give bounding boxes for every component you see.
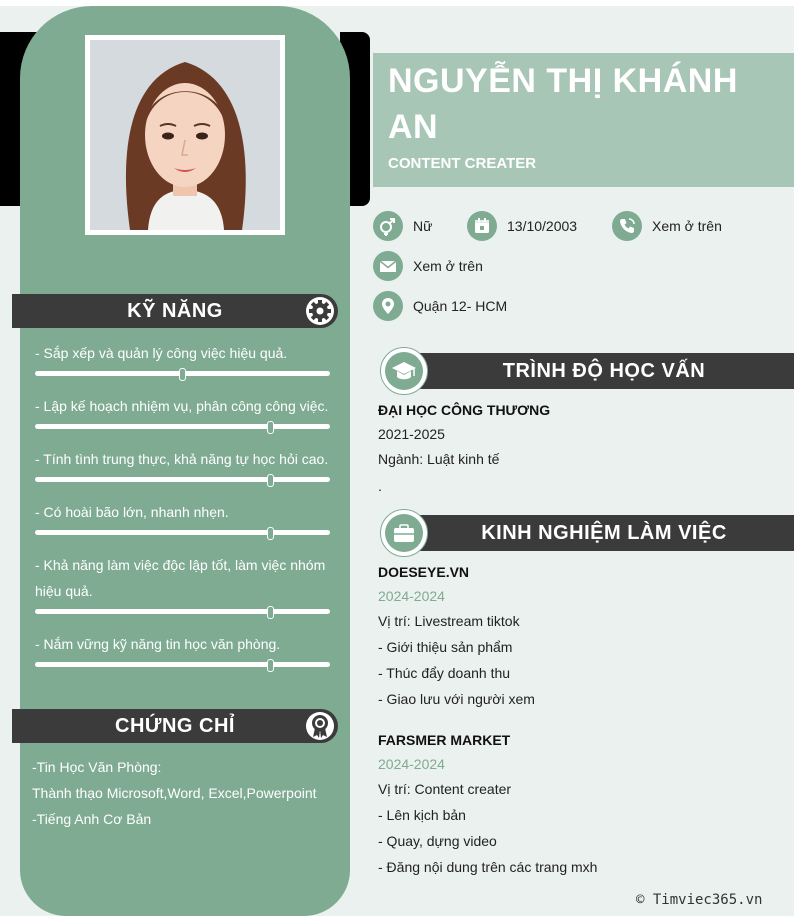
job-position: Vị trí: Livestream tiktok: [378, 613, 520, 629]
graduation-cap-icon: [380, 347, 428, 395]
location-pin-icon: [373, 291, 403, 321]
skill-bar: [35, 662, 330, 667]
phone-icon: [612, 211, 642, 241]
skill-bar: [35, 477, 330, 482]
job-task: - Thúc đẩy doanh thu: [378, 665, 511, 681]
full-name: NGUYỄN THỊ KHÁNH AN: [388, 62, 738, 146]
education-note: .: [378, 478, 382, 494]
gender-icon: [373, 211, 403, 241]
portrait-image: [90, 40, 280, 230]
certificates-heading-text: CHỨNG CHỈ: [115, 715, 235, 737]
certificate-line: -Tin Học Văn Phòng:: [32, 759, 162, 775]
job-title: CONTENT CREATER: [388, 155, 537, 172]
certificate-line: -Tiếng Anh Cơ Bản: [32, 811, 152, 827]
award-icon: [306, 712, 334, 740]
skill-item: - Nắm vững kỹ năng tin học văn phòng.: [35, 636, 281, 652]
education-years: 2021-2025: [378, 426, 445, 442]
skills-heading-text: KỸ NĂNG: [127, 300, 223, 322]
skill-item: - Có hoài bão lớn, nhanh nhẹn.: [35, 504, 229, 520]
birthday-value: 13/10/2003: [507, 218, 578, 234]
job-position: Vị trí: Content creater: [378, 781, 512, 797]
certificates-heading: [12, 709, 338, 743]
job-period: 2024-2024: [378, 588, 445, 604]
calendar-icon: [467, 211, 497, 241]
job-company: FARSMER MARKET: [378, 732, 511, 748]
skill-item: - Tính tình trung thực, khả năng tự học hỏi cao.: [35, 451, 329, 467]
skill-item: - Lập kế hoạch nhiệm vụ, phân công công việc.: [35, 398, 329, 414]
job-task: - Giới thiệu sản phẩm: [378, 639, 513, 655]
job-company: DOESEYE.VN: [378, 564, 470, 580]
skill-bar-knob: [267, 606, 274, 619]
job-period: 2024-2024: [378, 756, 445, 772]
footer-watermark: © Timviec365.vn: [636, 892, 763, 908]
education-heading: [380, 347, 794, 395]
job-task: - Quay, dựng video: [378, 833, 497, 849]
phone-value: Xem ở trên: [652, 218, 722, 234]
skill-bar-knob: [267, 421, 274, 434]
experience-heading-text: KINH NGHIỆM LÀM VIỆC: [481, 522, 727, 544]
job-task: - Giao lưu với người xem: [378, 691, 535, 707]
skill-bar-knob: [179, 368, 186, 381]
email-value: Xem ở trên: [413, 258, 483, 274]
gear-icon: [306, 297, 334, 325]
experience-heading: [380, 509, 794, 557]
education-heading-text: TRÌNH ĐỘ HỌC VẤN: [502, 360, 706, 382]
email-icon: [373, 251, 403, 281]
skill-item: - Khả năng làm việc độc lập tốt, làm việc nhóm hiệu quả.: [35, 557, 326, 599]
briefcase-icon: [380, 509, 428, 557]
skill-bar: [35, 371, 330, 376]
profile-photo: [90, 40, 280, 230]
gender-value: Nữ: [413, 218, 433, 234]
skill-bar-knob: [267, 474, 274, 487]
skills-heading: [12, 294, 338, 328]
education-major: Ngành: Luật kinh tế: [378, 451, 500, 467]
address-value: Quận 12- HCM: [413, 298, 508, 314]
job-task: - Lên kịch bản: [378, 807, 466, 823]
skill-bar: [35, 609, 330, 614]
school-name: ĐẠI HỌC CÔNG THƯƠNG: [378, 402, 551, 418]
job-task: - Đăng nội dung trên các trang mxh: [378, 859, 598, 875]
profile-photo-frame: [85, 35, 285, 235]
skill-item: - Sắp xếp và quản lý công việc hiệu quả.: [35, 345, 288, 361]
skill-bar-knob: [267, 659, 274, 672]
skill-bar-knob: [267, 527, 274, 540]
skill-bar: [35, 530, 330, 535]
certificate-line: Thành thạo Microsoft,Word, Excel,Powerpoint: [32, 785, 317, 801]
skill-bar: [35, 424, 330, 429]
